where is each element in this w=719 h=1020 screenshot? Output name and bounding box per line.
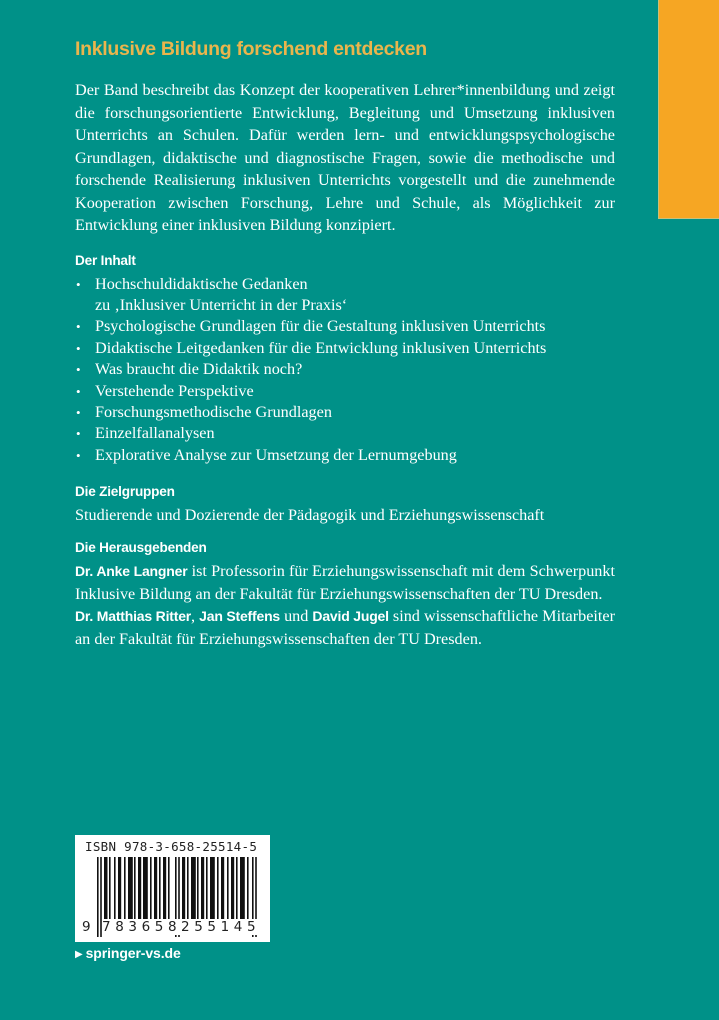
website-label: springer-vs.de: [85, 945, 181, 961]
contents-item: • Didaktische Leitgedanken für die Entwicklung inklusiven Unterrichts: [75, 338, 615, 359]
contents-item: • Verstehende Perspektive: [75, 381, 615, 402]
bullet-icon: •: [76, 383, 81, 399]
bullet-icon: •: [76, 319, 81, 335]
editor-bio-langner: Dr. Anke Langner ist Professorin für Erziehungswissenschaft mit dem Schwerpunkt Inklusive Bildung an der Fakultät für Erziehungswissenschaften der TU Dresden.: [75, 562, 615, 603]
contents-item: • Psychologische Grundlagen für die Gestaltung inklusiven Unterrichts: [75, 316, 615, 337]
contents-item: • Hochschuldidaktische Gedanken zu ‚Inklusiver Unterricht in der Praxis‘: [76, 274, 348, 314]
contents-item: • Einzelfallanalysen: [75, 423, 615, 444]
orange-accent-tab: [658, 0, 719, 219]
editor-name: Dr. Matthias Ritter: [75, 608, 192, 625]
barcode-digits-right: 255145: [181, 919, 261, 935]
editors-heading: Die Herausgebenden: [75, 540, 207, 556]
editor-name: Dr. Anke Langner: [75, 563, 188, 580]
isbn-barcode: [75, 835, 270, 942]
bullet-icon: •: [76, 276, 81, 292]
contents-item: • Forschungsmethodische Grundlagen: [75, 402, 615, 423]
contents-item: • Explorative Analyse zur Umsetzung der Lernumgebung: [75, 445, 615, 466]
intro-paragraph: Der Band beschreibt das Konzept der kooperativen Lehrer*innenbildung und zeigt die forschungsorientierte Entwicklung, Begleitung und Umsetzung inklusiven Unterrichts an Schulen. Dafür werden lern- und entwicklungspsychologische Grundlagen, didaktische und diagnostische Fragen, sowie die methodische und forschende Realisierung inklusiven Unterrichts vorgestellt und die zunehmende Kooperation zwischen Forschung, Lehre und Schule, als Möglichkeit zur Entwicklung einer inklusiven Bildung konzipiert.: [75, 81, 615, 234]
book-title: Inklusive Bildung forschend entdecken: [75, 38, 427, 60]
publisher-website[interactable]: [75, 945, 181, 961]
bullet-icon: •: [76, 426, 81, 442]
contents-item: • Was braucht die Didaktik noch?: [75, 359, 615, 380]
bullet-icon: •: [76, 362, 81, 378]
back-cover-content: [75, 36, 615, 650]
contents-heading: Der Inhalt: [75, 252, 136, 268]
isbn-label: ISBN 978-3-658-25514-5: [85, 839, 258, 854]
bullet-icon: •: [76, 340, 81, 356]
target-groups-text: Studierende und Dozierende der Pädagogik und Erziehungswissenschaft: [75, 506, 545, 525]
editor-name: Jan Steffens: [199, 608, 281, 625]
target-groups-heading: Die Zielgruppen: [75, 484, 175, 500]
bullet-icon: •: [76, 404, 81, 420]
bullet-icon: •: [76, 447, 81, 463]
barcode-first-digit: 9: [82, 919, 91, 935]
editor-bio-others: Dr. Matthias Ritter, Jan Steffens und David Jugel sind wissenschaftliche Mitarbeiter an der Fakultät für Erziehungswissenschaften der TU Dresden.: [75, 607, 615, 648]
play-arrow-icon: ▶: [75, 949, 83, 960]
barcode-digits-left: 783658: [102, 919, 182, 935]
editor-name: David Jugel: [312, 608, 389, 625]
contents-list: [75, 274, 615, 467]
